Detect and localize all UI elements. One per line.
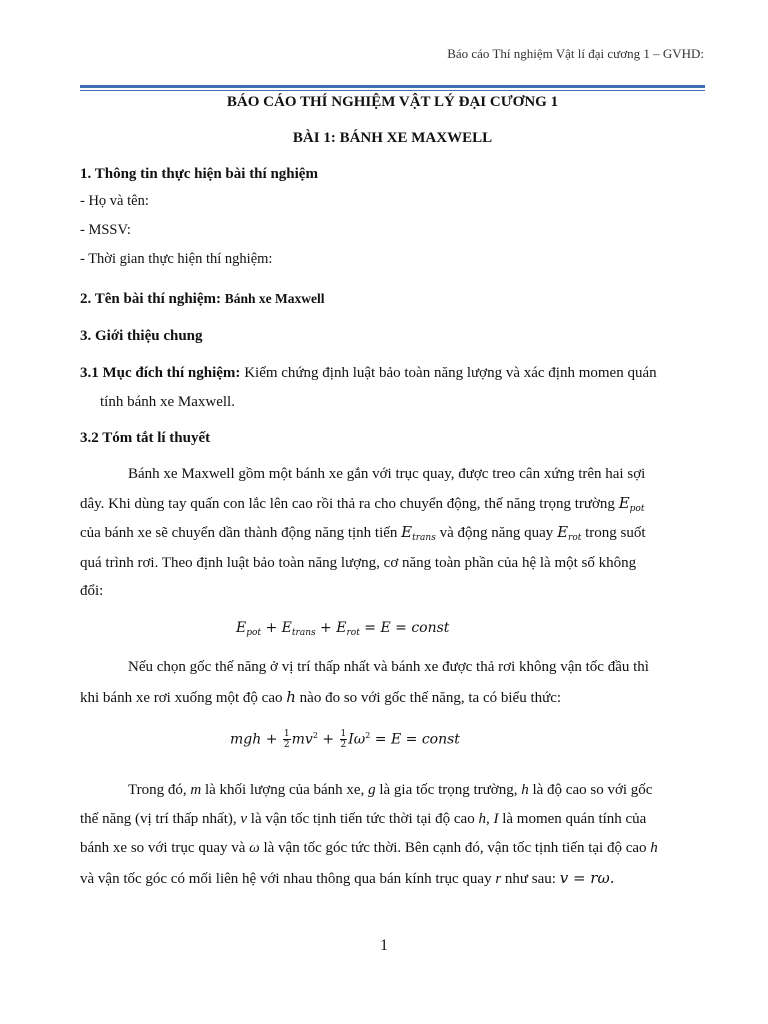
field-name: - Họ và tên: <box>80 193 149 209</box>
energy-equation: $E_{pot} + E_{trans} + E_{rot} = E$ = const <box>236 620 450 638</box>
section-3-2-heading: 3.2 Tóm tắt lí thuyết <box>80 430 211 446</box>
header-rule <box>80 85 705 88</box>
para-3-line-3: bánh xe so với trục quay và ω là vận tốc góc tức thời. Bên cạnh đó, vận tốc tịnh tiến tại độ cao h <box>80 840 658 856</box>
mechanical-energy-equation: mgh + $\frac{1}{2}$ $mv^2$ + $\frac{1}{2}$ $I\omega^2 = E$ = const <box>230 729 460 750</box>
page-number: 1 <box>380 937 388 954</box>
para-3-line-1: Trong đó, m là khối lượng của bánh xe, g là gia tốc trọng trường, h là độ cao so với gốc <box>128 782 653 798</box>
para-3-line-2: thế năng (vị trí thấp nhất), v là vận tốc tịnh tiến tức thời tại độ cao h, I là momen quán tính của <box>80 811 647 827</box>
section-3-1-cont: tính bánh xe Maxwell. <box>100 394 235 410</box>
para-1-line-5: đổi: <box>80 583 104 599</box>
section-2-heading: 2. Tên bài thí nghiệm: Bánh xe Maxwell <box>80 291 325 307</box>
para-1-line-4: quá trình rơi. Theo định luật bảo toàn năng lượng, cơ năng toàn phần của hệ là một số không <box>80 555 637 571</box>
para-1-line-3: của bánh xe sẽ chuyển dần thành động năng tịnh tiến $E_{trans}$ và động năng quay $E_{rot}$ trong suốt <box>80 523 646 543</box>
report-title: BÁO CÁO THÍ NGHIỆM VẬT LÝ ĐẠI CƯƠNG 1 <box>226 94 559 110</box>
para-1-line-2: dây. Khi dùng tay quấn con lắc lên cao rồi thả ra cho chuyển động, thế năng trọng trường $E_{pot}$ <box>80 494 645 514</box>
running-header: Báo cáo Thí nghiệm Vật lí đại cương 1 – GVHD: <box>447 46 704 61</box>
field-student-id: - MSSV: <box>80 222 131 238</box>
section-3-heading: 3. Giới thiệu chung <box>80 328 203 344</box>
header-rule-thin <box>80 90 705 91</box>
para-3-line-4: và vận tốc góc có mối liên hệ với nhau thông qua bán kính trục quay r như sau: v = rω. <box>80 869 615 887</box>
lesson-title: BÀI 1: BÁNH XE MAXWELL <box>292 130 493 146</box>
section-3-1: 3.1 Mục đích thí nghiệm: Kiểm chứng định luật bảo toàn năng lượng và xác định momen quán <box>80 365 657 381</box>
para-1-line-1: Bánh xe Maxwell gồm một bánh xe gắn với trục quay, được treo cân xứng trên hai sợi <box>128 466 646 482</box>
field-time: - Thời gian thực hiện thí nghiệm: <box>80 251 273 267</box>
section-1-heading: 1. Thông tin thực hiện bài thí nghiệm <box>80 166 318 182</box>
para-2-line-1: Nếu chọn gốc thế năng ở vị trí thấp nhất và bánh xe được thả rơi không vận tốc đầu thì <box>128 659 649 675</box>
para-2-line-2: khi bánh xe rơi xuống một độ cao h nào đo so với gốc thế năng, ta có biểu thức: <box>80 688 562 706</box>
